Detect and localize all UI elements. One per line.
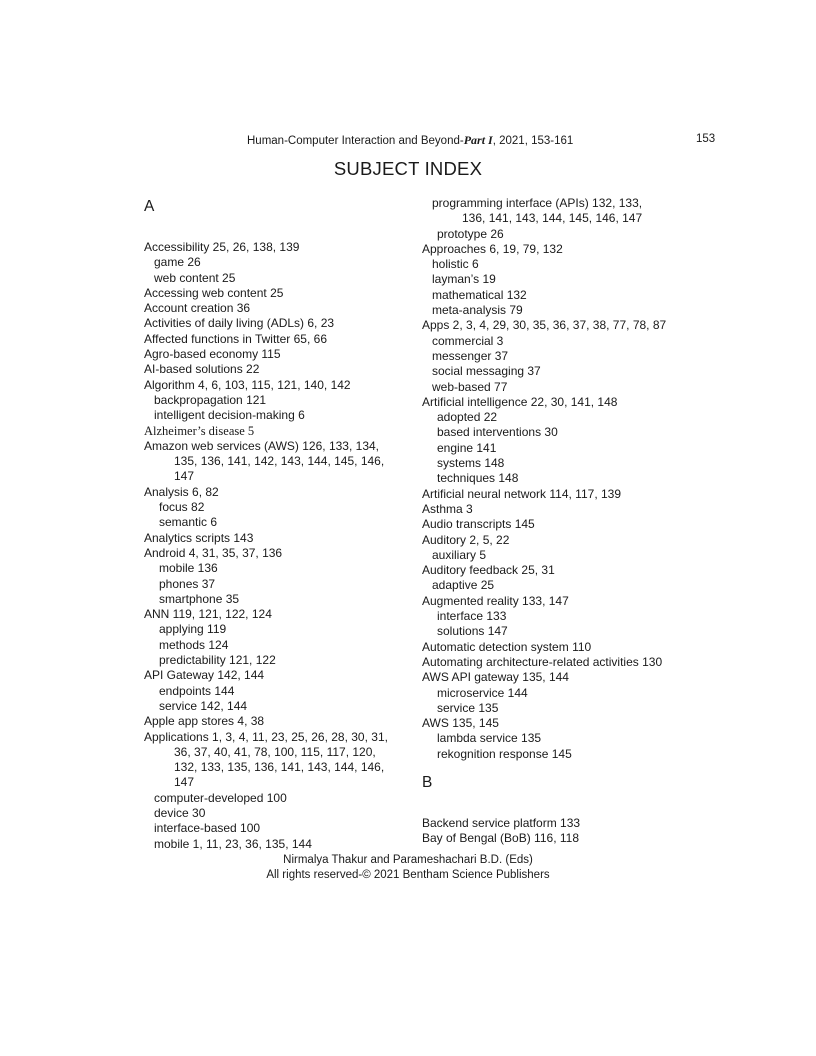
- index-entry: [144, 332, 406, 347]
- index-subentry: [422, 747, 682, 762]
- index-subentry: [422, 686, 682, 701]
- index-entry-line: Augmented reality 133, 147: [422, 593, 569, 608]
- index-column-right: [422, 196, 682, 847]
- index-entry: [422, 816, 682, 831]
- index-entry-line: engine 141: [437, 440, 497, 455]
- index-entry-line: ANN 119, 121, 122, 124: [144, 607, 272, 622]
- index-subentry: [422, 349, 682, 364]
- index-entry: [422, 318, 682, 333]
- index-entry-line: Asthma 3: [422, 501, 473, 516]
- index-entry: [144, 439, 406, 485]
- index-subentry: [422, 425, 682, 440]
- index-entry: [422, 517, 682, 532]
- index-entry-line: predictability 121, 122: [159, 653, 276, 668]
- index-entry-line: Accessing web content 25: [144, 285, 284, 300]
- index-subentry: [144, 791, 406, 806]
- index-entry-line: backpropagation 121: [154, 392, 267, 407]
- footer-rights: All rights reserved-© 2021 Bentham Science Publishers: [266, 869, 550, 881]
- footer: [0, 853, 816, 883]
- index-entry-line: social messaging 37: [432, 364, 541, 379]
- index-entry: [144, 347, 406, 362]
- index-entry-line: commercial 3: [432, 333, 504, 348]
- index-entry-line: 135, 136, 141, 142, 143, 144, 145, 146,: [174, 454, 385, 469]
- index-entry-line: service 142, 144: [159, 698, 248, 713]
- index-subentry: [422, 380, 682, 395]
- index-entry-line: solutions 147: [437, 624, 508, 639]
- index-subentry: [422, 196, 682, 227]
- index-entry-line: Algorithm 4, 6, 103, 115, 121, 140, 142: [144, 377, 351, 392]
- index-subentry: [422, 257, 682, 272]
- index-entry-line: semantic 6: [159, 515, 218, 530]
- index-entry-line: techniques 148: [437, 471, 519, 486]
- index-subentry: [422, 578, 682, 593]
- index-entry-line: interface-based 100: [154, 821, 261, 836]
- index-entry: [144, 546, 406, 561]
- index-entry: [144, 240, 406, 255]
- index-entry-line: layman’s 19: [432, 272, 496, 287]
- index-entry-line: based interventions 30: [437, 425, 558, 440]
- index-entry: [144, 668, 406, 683]
- index-entry: [422, 242, 682, 257]
- index-subentry: [422, 303, 682, 318]
- running-head-prefix: Human-Computer Interaction and Beyond-: [247, 135, 464, 147]
- index-subentry: [422, 548, 682, 563]
- index-subentry: [144, 561, 406, 576]
- index-entry-line: Artificial neural network 114, 117, 139: [422, 486, 622, 501]
- index-subentry: [144, 638, 406, 653]
- index-entry-line: 132, 133, 135, 136, 141, 143, 144, 146,: [174, 760, 385, 775]
- index-subentry: [422, 410, 682, 425]
- index-entry-line: microservice 144: [437, 685, 528, 700]
- index-subentry: [144, 684, 406, 699]
- index-entry-line: Accessibility 25, 26, 138, 139: [144, 240, 300, 254]
- index-entry-line: focus 82: [159, 500, 205, 515]
- index-entry-line: Apps 2, 3, 4, 29, 30, 35, 36, 37, 38, 77, 78, 87: [422, 318, 667, 333]
- index-entry-line: Activities of daily living (ADLs) 6, 23: [144, 316, 335, 331]
- index-subentry: [144, 622, 406, 637]
- index-entry: [144, 286, 406, 301]
- index-entry: [144, 301, 406, 316]
- index-entry-line: applying 119: [159, 622, 227, 637]
- index-entry-line: game 26: [154, 255, 201, 270]
- index-subentry: [422, 609, 682, 624]
- index-entry-line: 36, 37, 40, 41, 78, 100, 115, 117, 120,: [174, 744, 376, 759]
- index-entry-line: intelligent decision-making 6: [154, 408, 305, 423]
- index-entry-line: prototype 26: [437, 226, 504, 241]
- index-entry-line: Backend service platform 133: [422, 815, 581, 830]
- index-entry-line: methods 124: [159, 637, 229, 652]
- index-entry: [422, 395, 682, 410]
- index-entry: [144, 730, 406, 791]
- index-section-letter: B: [422, 773, 433, 791]
- index-entry-line: Bay of Bengal (BoB) 116, 118: [422, 831, 579, 846]
- index-entry: [144, 714, 406, 729]
- index-entry-line: Approaches 6, 19, 79, 132: [422, 241, 563, 256]
- index-entry-line: mobile 136: [159, 561, 218, 576]
- index-entry: [144, 362, 406, 377]
- index-subentry: [144, 592, 406, 607]
- index-entry: [144, 424, 406, 439]
- index-entry: [422, 670, 682, 685]
- index-entry-line: web-based 77: [432, 379, 508, 394]
- index-subentry: [144, 500, 406, 515]
- footer-editors: Nirmalya Thakur and Parameshachari B.D. (Eds): [283, 854, 533, 866]
- index-entry: [144, 531, 406, 546]
- index-column-left: [144, 196, 406, 852]
- index-entry-line: Affected functions in Twitter 65, 66: [144, 331, 327, 346]
- index-entry-line: Applications 1, 3, 4, 11, 23, 25, 26, 28, 30, 31,: [144, 729, 388, 744]
- index-subentry: [144, 699, 406, 714]
- index-entry-line: Apple app stores 4, 38: [144, 714, 265, 729]
- index-entry: [144, 607, 406, 622]
- running-head: [247, 133, 573, 148]
- index-entry: [422, 594, 682, 609]
- running-head-suffix: , 2021, 153-161: [492, 135, 574, 147]
- index-entry-line: Audio transcripts 145: [422, 517, 535, 532]
- index-entry: [422, 716, 682, 731]
- index-entry: [422, 533, 682, 548]
- index-entry-line: endpoints 144: [159, 683, 235, 698]
- index-subentry: [422, 272, 682, 287]
- index-entry: [422, 640, 682, 655]
- index-entry-line: AWS API gateway 135, 144: [422, 670, 569, 685]
- index-subentry: [422, 334, 682, 349]
- page-number: 153: [696, 133, 716, 145]
- index-entry-line: API Gateway 142, 144: [144, 668, 265, 683]
- index-entry-line: adaptive 25: [432, 578, 495, 593]
- index-subentry: [144, 255, 406, 270]
- index-entry-line: messenger 37: [432, 348, 509, 363]
- index-entry-line: 147: [174, 775, 195, 790]
- index-subentry: [144, 408, 406, 423]
- index-entry-line: Agro-based economy 115: [144, 347, 281, 362]
- index-entry-line: Auditory 2, 5, 22: [422, 532, 510, 547]
- running-head-part: Part I: [463, 133, 493, 147]
- index-entry: [422, 502, 682, 517]
- index-entry-line: device 30: [154, 805, 206, 820]
- index-entry-line: systems 148: [437, 456, 505, 471]
- index-subentry: [422, 441, 682, 456]
- index-entry: [422, 487, 682, 502]
- index-entry-line: Automatic detection system 110: [422, 639, 592, 654]
- index-entry-line: mobile 1, 11, 23, 36, 135, 144: [154, 836, 312, 851]
- index-entry-line: 136, 141, 143, 144, 145, 146, 147: [462, 211, 643, 226]
- index-subentry: [144, 271, 406, 286]
- index-entry: [144, 485, 406, 500]
- index-entry-line: Artificial intelligence 22, 30, 141, 148: [422, 394, 618, 409]
- letter-spacer: [144, 218, 406, 240]
- index-entry-line: web content 25: [154, 270, 236, 285]
- index-entry-line: lambda service 135: [437, 731, 542, 746]
- index-entry-line: computer-developed 100: [154, 790, 287, 805]
- index-entry-line: service 135: [437, 700, 499, 715]
- index-subentry: [422, 288, 682, 303]
- index-section-letter: A: [144, 198, 155, 215]
- index-subentry: [144, 821, 406, 836]
- index-entry-line: holistic 6: [432, 257, 479, 272]
- index-entry-line: phones 37: [159, 576, 216, 591]
- index-entry-line: rekognition response 145: [437, 746, 572, 761]
- index-subentry: [144, 393, 406, 408]
- index-entry-line: AI-based solutions 22: [144, 362, 260, 377]
- index-entry-line: auxiliary 5: [432, 547, 487, 562]
- index-entry-line: Account creation 36: [144, 301, 251, 316]
- index-subentry: [422, 456, 682, 471]
- index-subentry: [422, 731, 682, 746]
- index-entry-line: Auditory feedback 25, 31: [422, 563, 555, 578]
- index-entry-line: 147: [174, 469, 195, 484]
- index-entry: [422, 831, 682, 846]
- index-subentry: [422, 364, 682, 379]
- index-entry-line: AWS 135, 145: [422, 716, 499, 731]
- index-entry-line: mathematical 132: [432, 287, 527, 302]
- index-entry: [422, 563, 682, 578]
- index-entry-line: Analytics scripts 143: [144, 530, 254, 545]
- index-entry-line: smartphone 35: [159, 591, 240, 606]
- index-entry: [422, 655, 682, 670]
- index-entry-line: adopted 22: [437, 410, 498, 425]
- index-subentry: [144, 653, 406, 668]
- index-entry-line: interface 133: [437, 609, 507, 624]
- index-subentry: [144, 515, 406, 530]
- index-entry-line: Amazon web services (AWS) 126, 133, 134,: [144, 438, 379, 453]
- index-entry-line: meta-analysis 79: [432, 303, 523, 318]
- index-entry-line: programming interface (APIs) 132, 133,: [432, 196, 643, 210]
- index-subentry: [144, 577, 406, 592]
- index-entry: [144, 378, 406, 393]
- page-title: SUBJECT INDEX: [333, 158, 483, 179]
- index-entry-line: Android 4, 31, 35, 37, 136: [144, 545, 283, 560]
- index-subentry: [422, 471, 682, 486]
- index-subentry: [144, 837, 406, 852]
- section-gap: [422, 762, 682, 772]
- index-entry-line: Analysis 6, 82: [144, 484, 219, 499]
- index-entry: [144, 316, 406, 331]
- letter-spacer: [422, 794, 682, 816]
- index-subentry: [144, 806, 406, 821]
- index-subentry: [422, 701, 682, 716]
- index-subentry: [422, 227, 682, 242]
- index-entry-line: Automating architecture-related activities 130: [422, 654, 663, 669]
- index-subentry: [422, 624, 682, 639]
- index-entry-line: Alzheimer’s disease 5: [144, 423, 255, 438]
